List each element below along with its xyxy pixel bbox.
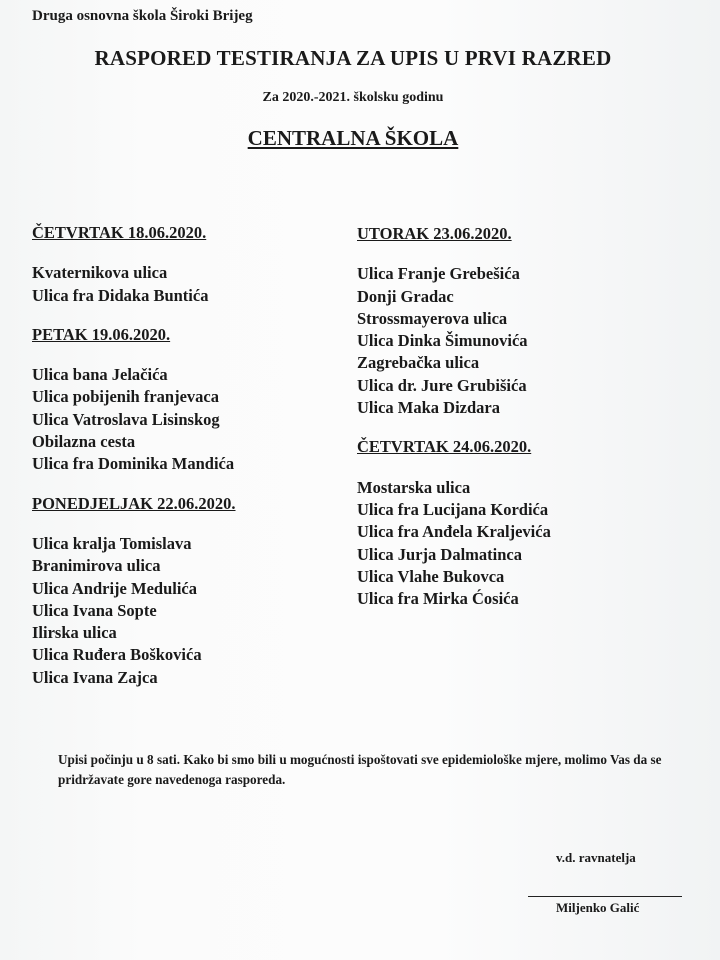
street-item: Kvaternikova ulica	[32, 263, 168, 283]
signature-line	[528, 896, 682, 897]
signature-role: v.d. ravnatelja	[556, 850, 636, 865]
section-heading: CENTRALNA ŠKOLA	[247, 126, 459, 150]
street-item: Ulica Franje Grebešića	[357, 264, 520, 284]
street-item: Ulica pobijenih franjevaca	[32, 387, 219, 407]
street-item: Ulica kralja Tomislava	[32, 533, 192, 553]
school-year: Za 2020.-2021. školsku godinu	[262, 90, 444, 105]
day-heading: ČETVRTAK 18.06.2020.	[32, 223, 207, 242]
day-block	[32, 222, 236, 307]
day-heading: UTORAK 23.06.2020.	[357, 224, 512, 243]
day-block	[357, 223, 551, 419]
day-heading: ČETVRTAK 24.06.2020.	[357, 437, 532, 457]
document-title: RASPORED TESTIRANJA ZA UPIS U PRVI RAZRED	[94, 46, 612, 70]
street-item: Obilazna cesta	[32, 432, 136, 452]
school-name: Druga osnovna škola Široki Brijeg	[32, 8, 253, 24]
street-item: Ulica Vatroslava Lisinskog	[32, 409, 220, 429]
street-item: Donji Gradac	[357, 286, 454, 306]
street-item: Ulica Dinka Šimunovića	[357, 331, 528, 351]
street-item: Ulica Jurja Dalmatinca	[357, 544, 522, 564]
street-item: Mostarska ulica	[357, 477, 471, 497]
day-block	[32, 493, 236, 689]
street-item: Ulica Ruđera Boškovića	[32, 645, 202, 665]
day-block	[32, 324, 236, 476]
day-block	[357, 436, 551, 610]
street-item: Strossmayerova ulica	[357, 308, 508, 328]
street-item: Ulica Vlahe Bukovca	[357, 566, 505, 586]
street-item: Ulica fra Didaka Buntića	[32, 285, 209, 305]
street-item: Ulica dr. Jure Grubišića	[357, 375, 527, 395]
street-item: Ulica fra Mirka Ćosića	[357, 589, 519, 609]
street-item: Ulica Maka Dizdara	[357, 398, 500, 418]
day-heading: PETAK 19.06.2020.	[32, 324, 171, 344]
day-heading: PONEDJELJAK 22.06.2020.	[32, 493, 236, 513]
street-item: Ulica bana Jelačića	[32, 365, 168, 385]
street-item: Ulica fra Anđela Kraljevića	[357, 522, 551, 542]
street-item: Ulica Ivana Sopte	[32, 600, 157, 620]
street-item: Ulica Ivana Zajca	[32, 667, 158, 687]
street-item: Ilirska ulica	[32, 623, 117, 643]
notice-text: Upisi počinju u 8 sati. Kako bi smo bili u mogućnosti ispoštovati sve epidemiološke mjere, molimo Vas da se pridržavate gore navedenoga rasporeda.	[58, 752, 662, 787]
street-item: Ulica Andrije Medulića	[32, 578, 197, 598]
schedule-column-left	[32, 222, 236, 706]
signature-name: Miljenko Galić	[556, 900, 640, 915]
street-item: Branimirova ulica	[32, 556, 161, 576]
street-item: Ulica fra Lucijana Kordića	[357, 499, 549, 519]
schedule-column-right	[357, 223, 551, 627]
street-item: Zagrebačka ulica	[357, 353, 480, 373]
street-item: Ulica fra Dominika Mandića	[32, 454, 235, 474]
